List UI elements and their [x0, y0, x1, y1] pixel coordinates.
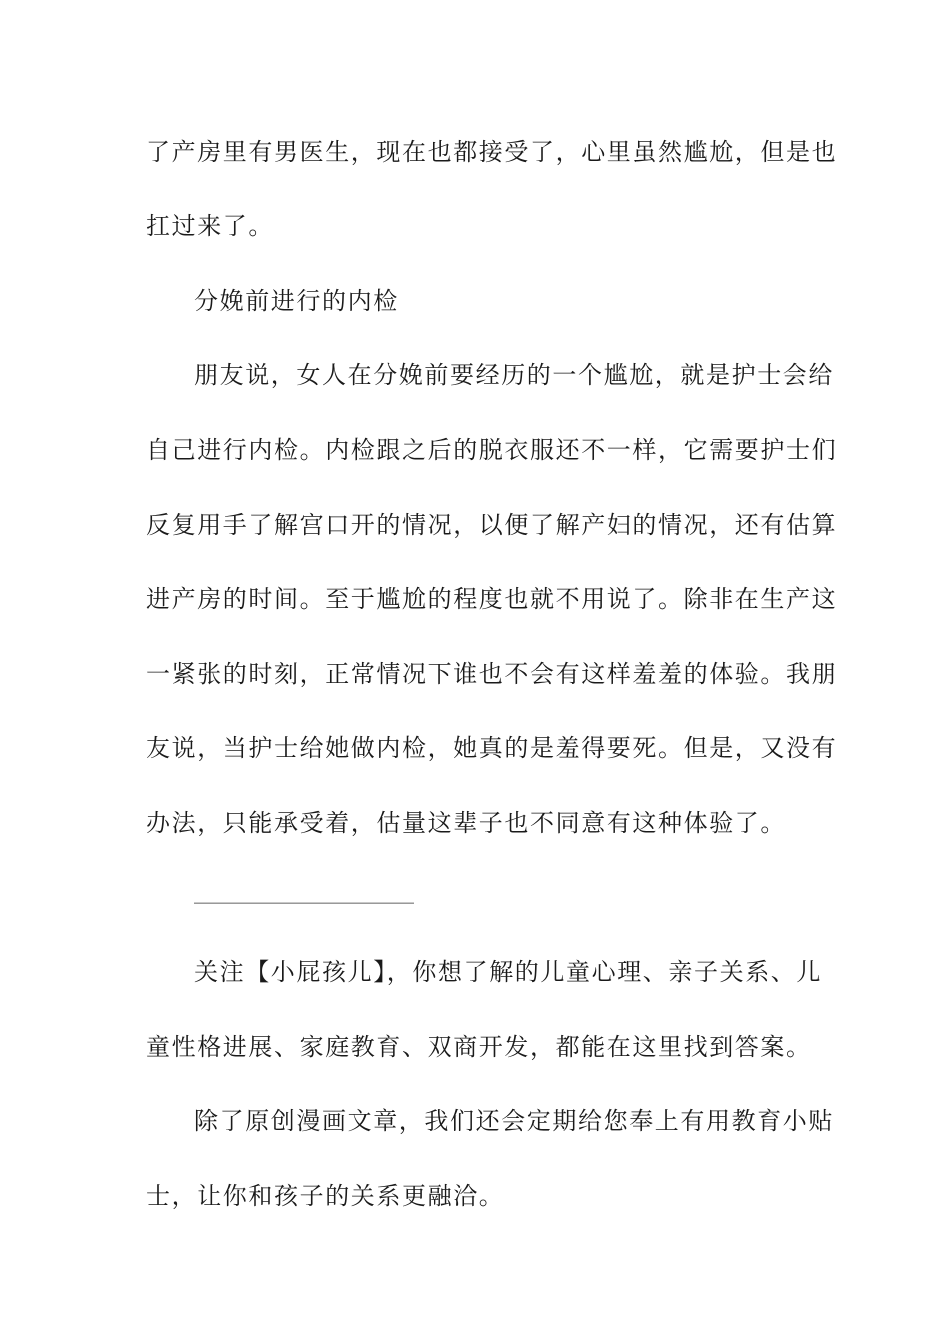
paragraph-line: 办法，只能承受着，估量这辈子也不同意有这种体验了。 — [146, 809, 786, 837]
paragraph-line: 进产房的时间。至于尴尬的程度也就不用说了。除非在生产这 — [146, 585, 838, 613]
paragraph-line: 了产房里有男医生，现在也都接受了，心里虽然尴尬，但是也 — [146, 138, 838, 166]
paragraph-line: 友说，当护士给她做内检，她真的是羞得要死。但是，又没有 — [146, 734, 838, 762]
divider-line: ______________________ — [194, 880, 414, 904]
paragraph-line: 士，让你和孩子的关系更融洽。 — [146, 1182, 505, 1210]
paragraph-line: 扛过来了。 — [146, 212, 274, 240]
paragraph-line: 自己进行内检。内检跟之后的脱衣服还不一样，它需要护士们 — [146, 436, 838, 464]
paragraph-line: 一紧张的时刻，正常情况下谁也不会有这样羞羞的体验。我朋 — [146, 660, 838, 688]
paragraph-line: 关注【小屁孩儿】，你想了解的儿童心理、亲子关系、儿 — [194, 958, 822, 986]
paragraph-line: 童性格进展、家庭教育、双商开发，都能在这里找到答案。 — [146, 1033, 812, 1061]
section-heading: 分娩前进行的内检 — [194, 287, 399, 315]
paragraph-line: 除了原创漫画文章，我们还会定期给您奉上有用教育小贴 — [194, 1107, 834, 1135]
paragraph-line: 反复用手了解宫口开的情况，以便了解产妇的情况，还有估算 — [146, 511, 838, 539]
paragraph-line: 朋友说，女人在分娩前要经历的一个尴尬，就是护士会给 — [194, 361, 834, 389]
